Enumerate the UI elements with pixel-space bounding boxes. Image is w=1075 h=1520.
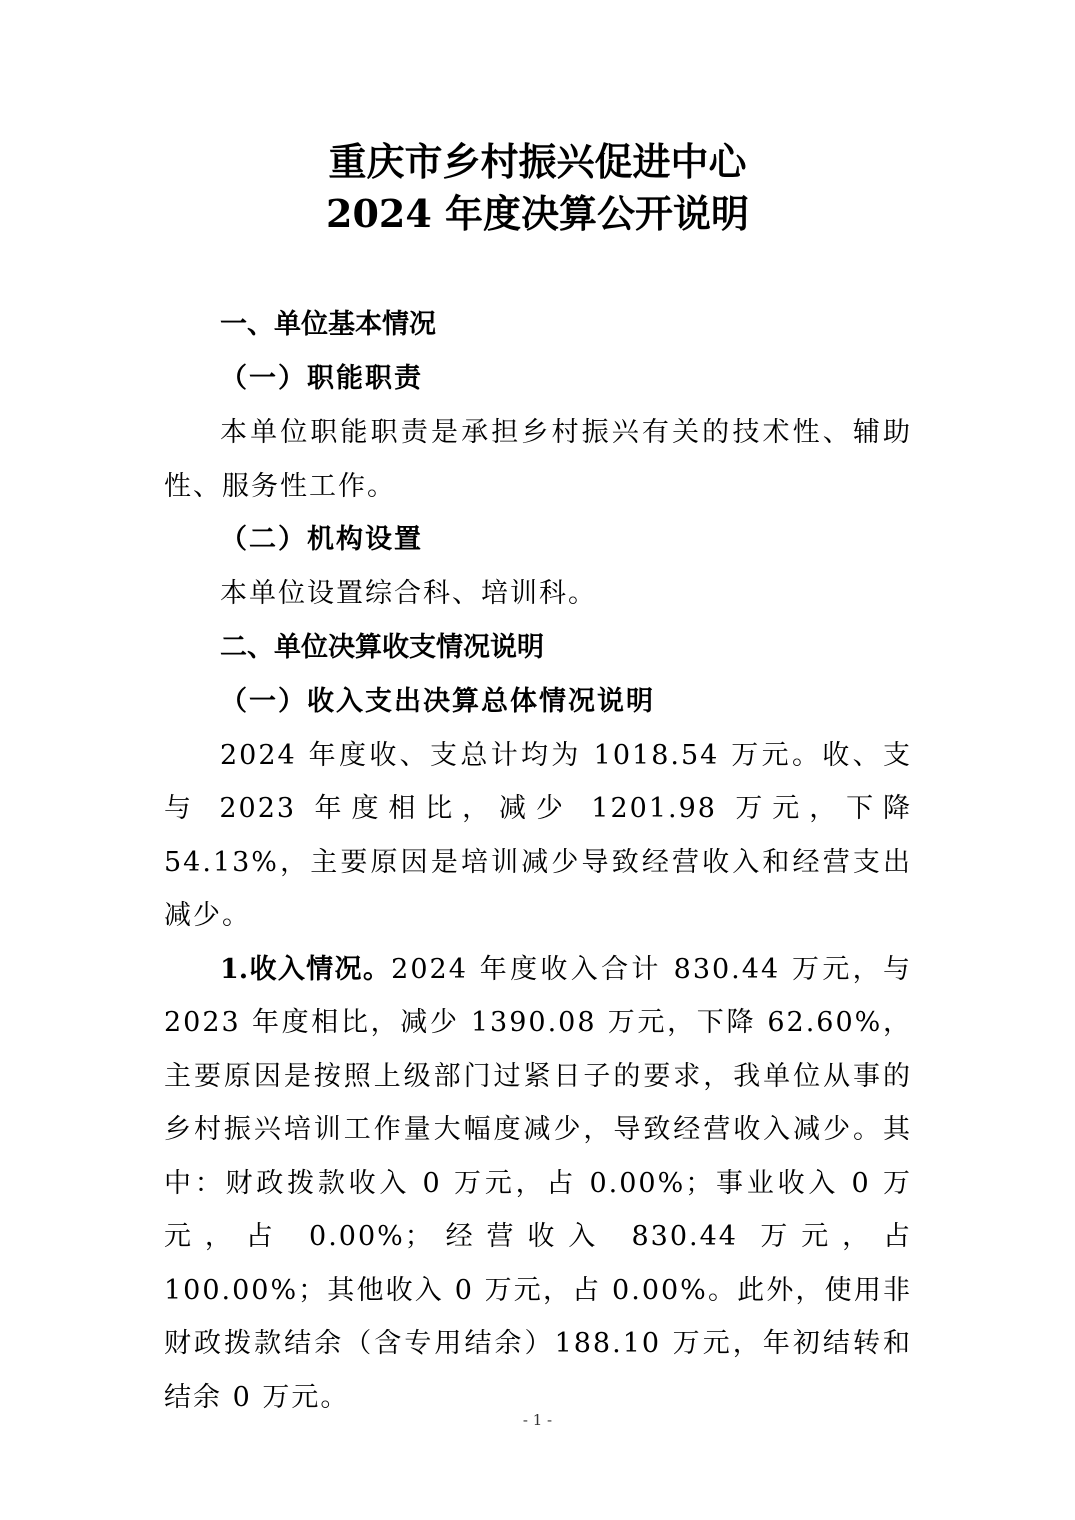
section-heading-basic-info: 一、单位基本情况 [220,309,436,340]
paragraph-income-lead: 1.收入情况。 [220,953,392,985]
page-number: - 1 - [522,1411,553,1429]
subsection-heading-functions: （一）职能职责 [220,363,423,394]
subsection-heading-organization: （二）机构设置 [220,524,423,555]
document-body [164,298,912,1424]
document-title-line2: 2024 年度决算公开说明 [326,191,749,236]
paragraph-functions: 本单位职能职责是承担乡村振兴有关的技术性、辅助性、服务性工作。 [164,417,912,502]
paragraph-income [164,943,912,1425]
document-title-line1: 重庆市乡村振兴促进中心 [328,139,747,184]
section-heading-budget: 二、单位决算收支情况说明 [220,631,544,663]
paragraph-overall: 2024 年度收、支总计均为 1018.54 万元。收、支与 2023 年度相比，减少 1201.98 万元，下降 54.13%，主要原因是培训减少导致经营收入和经营支出减少。 [164,739,912,931]
subsection-heading-overall: （一）收入支出决算总体情况说明 [220,685,655,717]
paragraph-organization: 本单位设置综合科、培训科。 [220,578,597,609]
paragraph-income-text: 2024 年度收入合计 830.44 万元，与 2023 年度相比，减少 1390.08 万元，下降 62.60%，主要原因是按照上级部门过紧日子的要求，我单位从事的乡村振兴培训工作量大幅度减少，导致经营收入减少。其中：财政拨款收入 0 万元，占 0.00%；事业收入 0 万元，占 0.00%；经营收入 830.44 万元，占 100.00%；其他收入 0 万元，占 0.00%。此外，使用非财政拨款结余（含专用结余）188.10 万元，年初结转和结余 0 万元。 [164,953,913,1413]
